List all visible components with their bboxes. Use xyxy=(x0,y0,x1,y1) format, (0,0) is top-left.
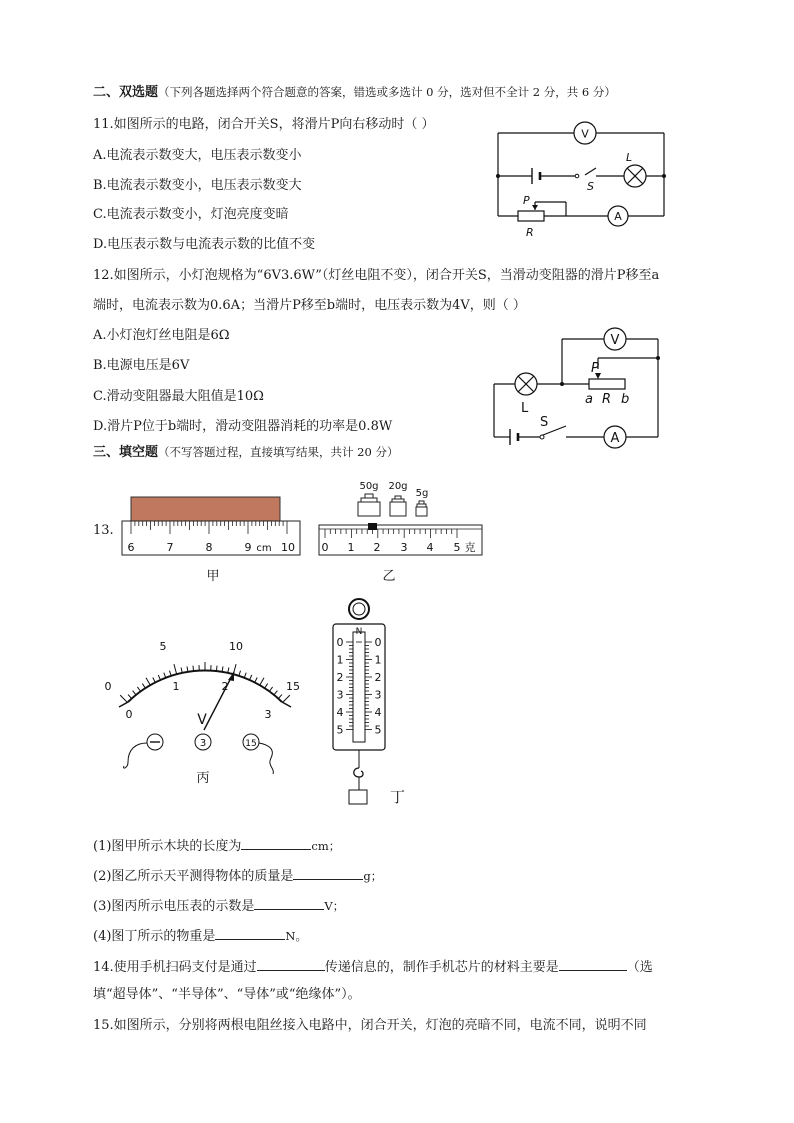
dial-tick-mark xyxy=(216,666,217,671)
q13-part2-unit: g； xyxy=(363,869,383,883)
dial-tick-mark xyxy=(137,687,140,691)
ruler-tick-9: 9 xyxy=(244,541,252,554)
q11-voltmeter-label: V xyxy=(581,127,589,141)
section3-title: 三、填空题 xyxy=(93,445,159,460)
q14-text-2: 传递信息的，制作手机芯片的材料主要是 xyxy=(324,960,559,975)
dial-tick-mark xyxy=(158,675,160,680)
balance-tick-2: 2 xyxy=(373,541,381,554)
q14-text-1: 14.使用手机扫码支付是通过 xyxy=(93,960,257,975)
q12-option-a[interactable]: A.小灯泡灯丝电阻是6Ω xyxy=(93,328,230,343)
q13-number: 13. xyxy=(93,523,114,538)
q12-slider-label: P xyxy=(591,361,599,376)
q13-part4-text: (4)图丁所示的物重是 xyxy=(93,929,216,944)
scale-right-label: 4 xyxy=(374,706,382,719)
q14-answer-blank-2[interactable] xyxy=(559,957,627,971)
q13-part2 xyxy=(93,866,382,885)
ruler-tick-10: 10 xyxy=(281,541,295,554)
q13-part4-answer-blank[interactable] xyxy=(215,926,285,940)
balance-tick-1: 1 xyxy=(347,541,355,554)
q12-option-c[interactable]: C.滑动变阻器最大阻值是10Ω xyxy=(93,389,264,404)
dial-tick-mark xyxy=(120,695,127,702)
q12-stem-line2: 端时，电流表示数为0.6A；当滑片P移至b端时，电压表示数为4V，则（ ） xyxy=(93,298,526,313)
q13-part3-answer-blank[interactable] xyxy=(254,896,324,910)
q12-option-d[interactable]: D.滑片P位于b端时，滑动变阻器消耗的功率是0.8W xyxy=(93,419,393,434)
q13-ruler-figure xyxy=(118,494,308,589)
balance-tick-4: 4 xyxy=(426,541,434,554)
dial-tick-mark xyxy=(279,695,282,699)
q14-line1 xyxy=(93,957,653,976)
q11-slider-label: P xyxy=(523,194,530,207)
dial-tick-mark xyxy=(142,684,145,688)
q13-part4-unit: N。 xyxy=(285,929,307,943)
q12-end-a-label: a xyxy=(585,392,593,407)
dial-symbol: V xyxy=(197,712,207,728)
scale-left-label: 0 xyxy=(336,636,344,649)
dial-tick-mark xyxy=(228,668,229,673)
q13-voltmeter-figure xyxy=(100,630,310,790)
dial-tick-mark xyxy=(239,671,241,676)
figure-jia-caption: 甲 xyxy=(206,569,220,584)
q13-part1-unit: cm； xyxy=(311,839,341,853)
dial-lower-2: 2 xyxy=(221,680,229,693)
ruler-tick-6: 6 xyxy=(127,541,135,554)
terminal-3-label: 3 xyxy=(199,738,207,749)
weight-5g-label: 5g xyxy=(415,488,429,499)
q13-part3 xyxy=(93,896,344,915)
dial-tick-mark xyxy=(153,678,155,682)
dial-tick-mark xyxy=(255,678,257,682)
q14-text-3: （选 xyxy=(626,960,653,975)
q12-rheostat-label: R xyxy=(602,392,612,407)
q13-part2-answer-blank[interactable] xyxy=(293,866,363,880)
dial-lower-1: 1 xyxy=(172,680,180,693)
dial-tick-mark xyxy=(128,695,131,699)
q11-circuit-diagram xyxy=(490,118,670,243)
q13-part1-answer-blank[interactable] xyxy=(241,836,311,850)
scale-top-label: N xyxy=(355,627,363,637)
q12-voltmeter-label: V xyxy=(610,333,620,348)
scale-right-label: 1 xyxy=(374,653,382,667)
dial-tick-mark xyxy=(250,675,252,680)
dial-tick-mark xyxy=(164,673,166,678)
dial-needle xyxy=(204,672,234,730)
ruler-tick-7: 7 xyxy=(166,541,174,554)
dial-tick-mark xyxy=(274,691,277,695)
q12-ammeter-label: A xyxy=(610,431,620,446)
q13-balance-figure xyxy=(316,474,486,589)
dial-upper-5: 5 xyxy=(159,640,167,653)
q12-lamp-label: L xyxy=(521,401,529,416)
scale-right-label: 2 xyxy=(374,671,382,684)
section2-title: 二、双选题 xyxy=(93,85,159,100)
q14-line2: 填“超导体”、“半导体”、“导体”或“绝缘体”）。 xyxy=(93,987,361,1002)
section2-header xyxy=(93,84,616,101)
q11-stem: 11.如图所示的电路，闭合开关S，将滑片P向右移动时（ ） xyxy=(93,117,435,132)
dial-upper-0: 0 xyxy=(104,680,112,693)
q13-part1 xyxy=(93,836,340,855)
figure-yi-caption: 乙 xyxy=(382,569,396,584)
dial-tick-mark xyxy=(193,666,194,671)
dial-tick-mark xyxy=(260,678,264,685)
q13-part4 xyxy=(93,926,307,945)
scale-left-label: 3 xyxy=(336,688,344,702)
rider xyxy=(368,523,377,530)
balance-tick-5: 5 xyxy=(453,541,461,554)
q15-stem: 15.如图所示，分别将两根电阻丝接入电路中，闭合开关，灯泡的亮暗不同，电流不同，说明不同 xyxy=(93,1018,647,1033)
dial-tick-mark xyxy=(222,666,223,671)
section2-note: （下列各题选择两个符合题意的答案，错选或多选计 0 分，选对但不全计 2 分，共 6 分） xyxy=(158,85,616,99)
q13-part3-text: (3)图丙所示电压表的示数是 xyxy=(93,899,255,914)
balance-tick-3: 3 xyxy=(400,541,408,554)
q13-part2-text: (2)图乙所示天平测得物体的质量是 xyxy=(93,869,294,884)
scale-left-label: 5 xyxy=(336,723,344,737)
q11-option-b[interactable]: B.电流表示数变小，电压表示数变大 xyxy=(93,178,302,193)
dial-tick-mark xyxy=(265,684,268,688)
q12-option-b[interactable]: B.电源电压是6V xyxy=(93,358,190,373)
dial-lower-3: 3 xyxy=(264,708,272,721)
q11-option-d[interactable]: D.电压表示数与电流表示数的比值不变 xyxy=(93,237,316,252)
ruler-unit: cm xyxy=(256,543,272,554)
dial-tick-mark xyxy=(283,695,290,702)
terminal-15-label: 15 xyxy=(245,739,257,749)
dial-upper-10: 10 xyxy=(229,640,243,653)
q11-rheostat-label: R xyxy=(526,226,534,239)
figure-ding-caption: 丁 xyxy=(390,788,406,806)
q11-switch-label: S xyxy=(587,180,594,193)
q12-switch-label: S xyxy=(540,415,549,430)
q13-part3-unit: V； xyxy=(324,899,345,913)
dial-tick-mark xyxy=(169,671,171,676)
scale-left-label: 1 xyxy=(336,653,344,667)
dial-tick-mark xyxy=(174,664,177,674)
q12-stem-line1: 12.如图所示，小灯泡规格为“6V3.6W”（灯丝电阻不变），闭合开关S，当滑动变阻器的滑片P移至a xyxy=(93,268,660,283)
figure-bing-caption: 丙 xyxy=(196,771,210,786)
dial-upper-15: 15 xyxy=(286,680,300,693)
q11-ammeter-label: A xyxy=(614,210,622,223)
dial-tick-mark xyxy=(146,678,150,685)
q14-answer-blank-1[interactable] xyxy=(257,957,325,971)
scale-right-label: 5 xyxy=(374,723,382,737)
q11-option-a[interactable]: A.电流表示数变大，电压表示数变小 xyxy=(93,148,302,163)
q13-spring-scale-figure xyxy=(326,596,416,816)
q11-lamp-label: L xyxy=(626,151,633,164)
scale-left-label: 2 xyxy=(336,671,344,684)
dial-tick-mark xyxy=(270,687,273,691)
q13-part1-text: (1)图甲所示木块的长度为 xyxy=(93,839,242,854)
dial-tick-mark xyxy=(244,673,246,678)
dial-tick-mark xyxy=(133,691,136,695)
ruler-tick-8: 8 xyxy=(205,541,213,554)
scale-right-label: 3 xyxy=(374,688,382,702)
scale-right-label: 0 xyxy=(374,636,382,649)
dial-lower-0: 0 xyxy=(125,708,133,721)
dial-tick-mark xyxy=(181,668,182,673)
balance-tick-0: 0 xyxy=(321,541,329,554)
q11-option-c[interactable]: C.电流表示数变小，灯泡亮度变暗 xyxy=(93,207,289,222)
weight-20g-label: 20g xyxy=(388,481,408,492)
dial-tick-mark xyxy=(187,666,188,671)
q12-circuit-diagram xyxy=(488,322,668,447)
q12-end-b-label: b xyxy=(621,392,630,407)
balance-unit: 克 xyxy=(464,541,476,554)
weight-50g-label: 50g xyxy=(359,481,379,492)
section3-note: （不写答题过程，直接填写结果，共计 20 分） xyxy=(158,445,399,459)
section3-header xyxy=(93,444,398,461)
scale-left-label: 4 xyxy=(336,706,344,719)
